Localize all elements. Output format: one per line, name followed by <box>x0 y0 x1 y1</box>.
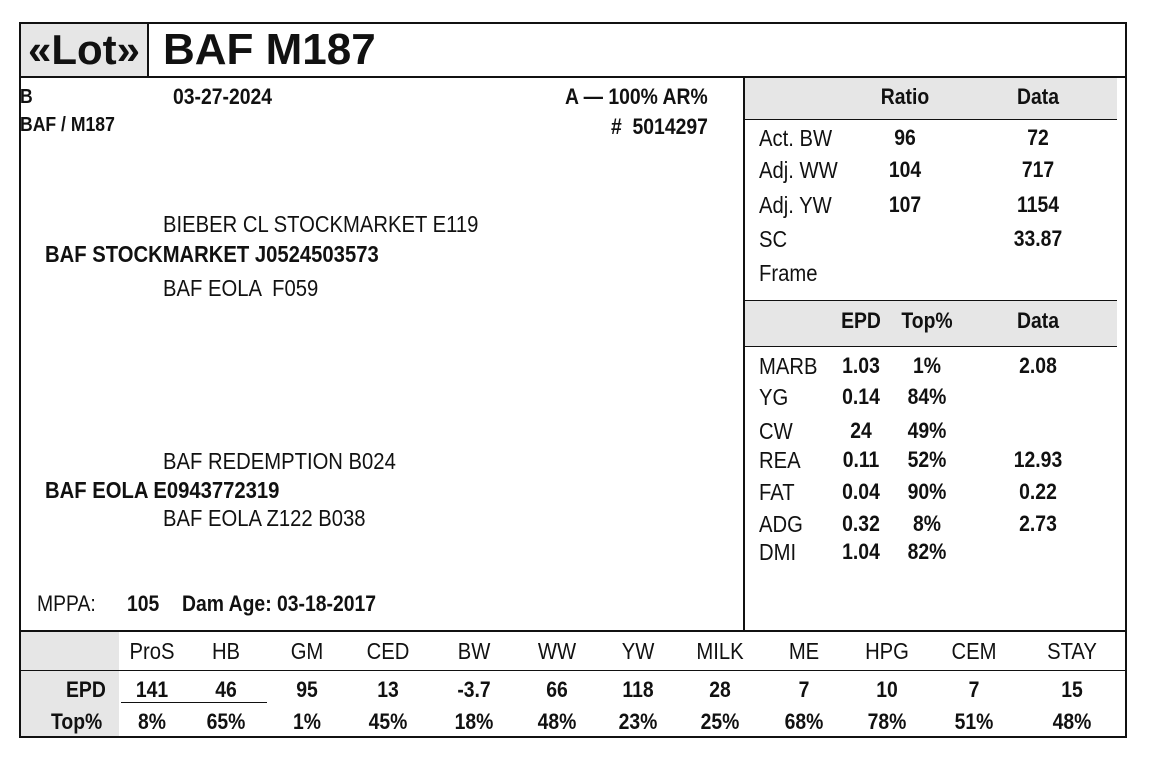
carcass-epd: 0.14 <box>842 384 880 409</box>
carcass-top: 49% <box>907 418 947 443</box>
registration-number: # 5014297 <box>611 114 708 139</box>
carcass-label: YG <box>759 384 789 410</box>
name-line: BAF / M187 <box>20 114 115 136</box>
pedigree-dam: BAF EOLA E0943772319 <box>45 477 280 503</box>
top-percent-value: 8% <box>138 709 166 734</box>
sex-code: B <box>20 86 33 108</box>
pedigree-sire: BAF STOCKMARKET J0524503573 <box>45 241 379 267</box>
pedigree-sire-dam: BAF EOLA F059 <box>163 275 319 301</box>
top-percent-value: 1% <box>293 709 321 734</box>
carcass-label: REA <box>759 447 801 473</box>
epd-value: 46 <box>215 677 237 702</box>
top-percent-value: 23% <box>618 709 658 734</box>
top-percent-value: 48% <box>1052 709 1092 734</box>
perf-data: 717 <box>1021 157 1055 182</box>
carcass-label: ADG <box>759 511 803 537</box>
top-percent-row-label: Top% <box>51 709 103 734</box>
carcass-data: 2.73 <box>1019 511 1057 536</box>
top-percent-value: 45% <box>368 709 408 734</box>
ratio-header: Ratio <box>880 84 930 109</box>
top-percent-value: 18% <box>454 709 494 734</box>
dam-age: Dam Age: 03-18-2017 <box>182 591 377 616</box>
epd-col-header: STAY <box>1047 638 1097 664</box>
carcass-top: 8% <box>913 511 941 536</box>
pedigree-sire-sire: BIEBER CL STOCKMARKET E119 <box>163 211 479 237</box>
epd-value: 95 <box>296 677 318 702</box>
carcass-epd: 1.04 <box>842 539 880 564</box>
performance-header-bg <box>745 78 1117 119</box>
top-percent-header: Top% <box>901 308 953 333</box>
carcass-epd: 0.11 <box>842 447 880 472</box>
mppa-label: MPPA: <box>37 591 96 616</box>
top-percent-value: 68% <box>784 709 824 734</box>
carcass-header-rule <box>745 346 1117 347</box>
epd-col-header: ProS <box>129 638 175 664</box>
carcass-data-header: Data <box>1017 308 1059 333</box>
right-panel-divider <box>743 76 745 632</box>
epd-value: 13 <box>377 677 399 702</box>
epd-value: 66 <box>546 677 568 702</box>
top-percent-value: 78% <box>867 709 907 734</box>
epd-col-header: YW <box>621 638 655 664</box>
epd-header: EPD <box>841 308 881 333</box>
perf-data: 33.87 <box>1013 226 1063 251</box>
epd-col-header: BW <box>457 638 491 664</box>
pedigree-dam-sire: BAF REDEMPTION B024 <box>163 448 396 474</box>
epd-value: 10 <box>876 677 898 702</box>
birth-date: 03-27-2024 <box>173 84 273 109</box>
carcass-top: 84% <box>907 384 947 409</box>
epd-col-header: HB <box>211 638 241 664</box>
top-percent-value: 25% <box>700 709 740 734</box>
epd-value: 141 <box>135 677 169 702</box>
epd-value: 15 <box>1061 677 1083 702</box>
epd-value: 118 <box>622 677 654 702</box>
carcass-label: FAT <box>759 479 795 505</box>
perf-label: SC <box>759 226 788 252</box>
perf-ratio: 96 <box>894 125 916 150</box>
carcass-top: 90% <box>907 479 947 504</box>
perf-ratio: 104 <box>888 157 922 182</box>
epd-value: 7 <box>798 677 810 702</box>
top-percent-value: 48% <box>537 709 577 734</box>
epd-table-top-rule <box>19 630 1127 632</box>
carcass-epd: 1.03 <box>842 353 880 378</box>
epd-table-header-rule <box>21 670 1125 671</box>
carcass-data: 0.22 <box>1019 479 1057 504</box>
mppa-value: 105 <box>127 591 160 616</box>
epd-value: 7 <box>968 677 980 702</box>
top-percent-value: 65% <box>206 709 246 734</box>
carcass-data: 2.08 <box>1019 353 1057 378</box>
epd-col-header: WW <box>537 638 577 664</box>
perf-label: Frame <box>759 260 818 286</box>
perf-label: Act. BW <box>759 125 833 151</box>
carcass-epd: 0.32 <box>842 511 880 536</box>
carcass-epd: 0.04 <box>842 479 880 504</box>
perf-ratio: 107 <box>888 192 922 217</box>
carcass-top: 52% <box>907 447 947 472</box>
perf-data: 1154 <box>1016 192 1060 217</box>
epd-col-header: GM <box>290 638 324 664</box>
animal-title: BAF M187 <box>163 25 376 74</box>
top-percent-value: 51% <box>954 709 994 734</box>
epd-col-header: MILK <box>696 638 744 664</box>
performance-header-rule <box>745 119 1117 120</box>
epd-col-header: ME <box>788 638 820 664</box>
epd-col-header: HPG <box>865 638 909 664</box>
perf-label: Adj. YW <box>759 192 832 218</box>
carcass-data: 12.93 <box>1013 447 1063 472</box>
epd-col-header: CEM <box>951 638 997 664</box>
pedigree-dam-dam: BAF EOLA Z122 B038 <box>163 505 366 531</box>
lot-badge: «Lot» <box>19 22 149 78</box>
carcass-label: DMI <box>759 539 797 565</box>
carcass-top: 82% <box>907 539 947 564</box>
perf-label: Adj. WW <box>759 157 838 183</box>
carcass-top: 1% <box>913 353 941 378</box>
epd-value: -3.7 <box>457 677 491 702</box>
epd-row-label: EPD <box>66 677 106 702</box>
carcass-label: MARB <box>759 353 818 379</box>
epd-value: 28 <box>709 677 731 702</box>
carcass-epd: 24 <box>850 418 872 443</box>
epd-col-header: CED <box>366 638 410 664</box>
carcass-label: CW <box>759 418 793 444</box>
breed-percentage: A — 100% AR% <box>565 84 708 109</box>
data-header: Data <box>1017 84 1059 109</box>
perf-data: 72 <box>1027 125 1049 150</box>
